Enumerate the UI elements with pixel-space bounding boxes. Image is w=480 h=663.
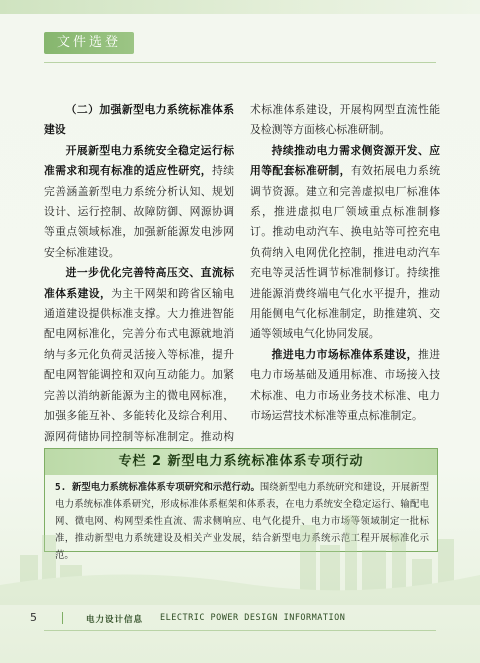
special-column-title: 专栏 2 新型电力系统标准体系专项行动 <box>45 449 437 475</box>
paragraph-lead: 开展新型电力系统安全稳定运行标准需求和现有标准的适应性研究， <box>44 143 234 178</box>
paragraph-text: 为主干网架和跨省区输电通道建设提供标准支撑。大力推进智能配电网标准化，完善分布式电源就地消纳与多元化负荷灵活接入等标准，提升配电网智能调控和双向互动能力。加紧完善以消纳新能源为主的微电网标准，加强多能互补、多能转化及综合利用、源网荷储协同控制等标准制定。推动构 <box>44 286 235 443</box>
footer-rule <box>44 630 436 631</box>
paragraph-text: 推进电力市场基础及通用标准、市场接入技术标准、电力市场业务技术标准、电力市场运营技术标准等重点标准制定。 <box>250 347 441 423</box>
header-divider <box>44 62 436 63</box>
footer-divider <box>62 612 63 624</box>
paragraph-lead: 推进电力市场标准体系建设， <box>271 347 418 361</box>
special-column-body <box>45 475 437 564</box>
paragraph-continued: 术标准体系建设，开展构网型直流性能及检测等方面核心标准研制。 <box>250 103 440 137</box>
paragraph-text: 有效拓展电力系统调节资源。建立和完善虚拟电厂标准体系，推进虚拟电厂领域重点标准制修订。推动电动汽车、换电站等可控充电负荷纳入电网优化控制，推进电动汽车充电等灵活性调节标准制修订。持续推进能源消费终端电气化水平提升，推动用能侧电气化标准制定，助推建筑、交通等领域电气化协同发展。 <box>250 164 441 341</box>
paragraph <box>250 141 440 345</box>
right-column <box>250 100 440 427</box>
publication-name-english: ELECTRIC POWER DESIGN INFORMATION <box>160 613 346 623</box>
top-decoration-bar <box>0 0 480 14</box>
paragraph <box>44 263 234 467</box>
page-footer <box>0 606 480 632</box>
paragraph-text: 持续完善涵盖新型电力系统分析认知、规划设计、运行控制、故障防御、网源协调等重点领域标准，加强新能源发电涉网安全标准建设。 <box>44 164 235 259</box>
paragraph <box>250 345 440 427</box>
left-column <box>44 100 234 467</box>
section-tag <box>44 32 134 54</box>
paragraph-lead: 进一步优化完善特高压交、直流标准体系建设， <box>44 266 234 300</box>
paragraph-lead: 持续推动电力需求侧资源开发、应用等配套标准研制， <box>250 143 440 178</box>
paragraph <box>44 141 234 263</box>
special-item-lead: 5. 新型电力系统标准体系专项研究和示范行动。 <box>55 482 260 493</box>
page-number: 5 <box>30 611 37 624</box>
publication-name: 电力设计信息 <box>86 615 144 625</box>
special-column-box <box>44 448 438 561</box>
section-tag-label: 文件选登 <box>56 35 121 50</box>
special-item-text: 围绕新型电力系统研究和建设，开展新型电力系统标准体系研究，形成标准体系框架和体系表，在电力系统安全稳定运行、输配电网、微电网、构网型柔性直流、需求侧响应、电气化提升、电力市场等领域制定一批标准，推动新型电力系统建设及相关产业发展，结合新型电力系统示范工程开展标准化示范。 <box>55 482 429 561</box>
section-heading: （二）加强新型电力系统标准体系建设 <box>44 103 234 137</box>
